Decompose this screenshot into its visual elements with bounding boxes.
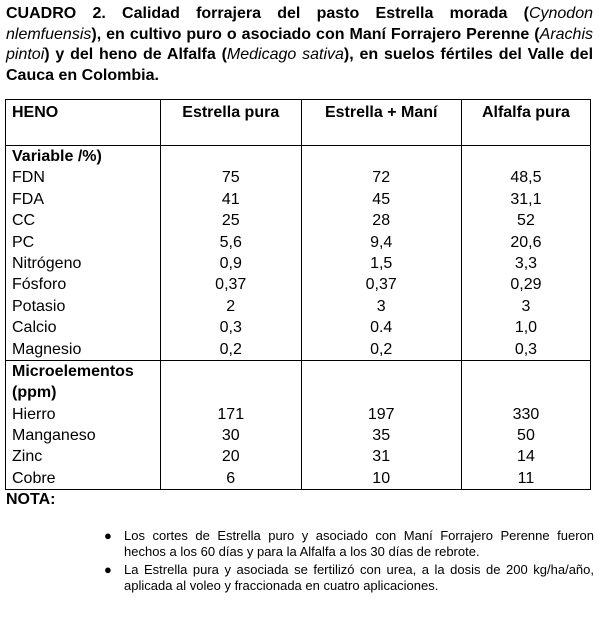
section-label: Variable /%)	[12, 148, 102, 165]
table-section-microelements	[6, 360, 591, 489]
table-cell: 0,3	[514, 340, 538, 358]
table-cell: 0,2	[219, 340, 242, 358]
table-caption: CUADRO 2. Calidad forrajera del pasto Estrella morada (Cynodon nlemfuensis), en cultivo puro o asociado con Maní Forrajero Perenne (Arachis pintoi) y del heno de Alfalfa (Medicago sativa), en suelos fértiles del Valle del Cauca en Colombia.	[6, 5, 594, 84]
list-item: ● Los cortes de Estrella puro y asociado con Maní Forrajero Perenne fueron hechos a los 60 días y para la Alfalfa a los 30 días de rebrote.	[104, 528, 594, 559]
row-label: Hierro	[12, 405, 56, 423]
note-heading: NOTA:	[6, 491, 56, 508]
notes-list	[104, 528, 594, 596]
table-cell: 330	[512, 405, 540, 423]
row-label: Potasio	[12, 297, 66, 315]
list-item: ● La Estrella pura y asociada se fertilizó con urea, a la dosis de 200 kg/ha/año, aplicada al voleo y fraccionada en cuatro aplicaciones.	[104, 562, 594, 593]
row-label: Cobre	[12, 469, 56, 487]
forage-quality-table	[5, 99, 591, 490]
table-cell: 1,5	[370, 254, 393, 272]
table-cell: 3	[376, 297, 386, 315]
table-cell: 0.4	[370, 319, 393, 337]
values-estrella-pura	[161, 146, 302, 361]
table-cell: 31	[372, 448, 391, 466]
table-cell: 20	[221, 448, 240, 466]
table-cell: 25	[221, 212, 240, 230]
values-alfalfa-pura	[461, 146, 590, 361]
row-labels	[6, 146, 161, 361]
row-label: Zinc	[12, 448, 43, 466]
table-cell: 0,37	[365, 276, 397, 294]
row-label: Calcio	[12, 319, 57, 337]
table-cell: 75	[221, 169, 240, 187]
values-alfalfa-pura	[461, 360, 590, 489]
table-cell: 9,4	[370, 233, 393, 251]
table-cell: 11	[517, 469, 535, 487]
values-estrella-pura	[161, 360, 302, 489]
column-header: Alfalfa pura	[461, 100, 590, 146]
row-label: FDA	[12, 190, 44, 208]
table-cell: 30	[221, 427, 240, 445]
row-labels	[6, 360, 161, 489]
table-cell: 50	[517, 427, 535, 445]
table-cell: 10	[372, 469, 391, 487]
table-cell: 171	[217, 405, 245, 423]
table-cell: 31,1	[510, 190, 542, 208]
table-cell: 3	[521, 297, 531, 315]
species-name: Medicago sativa	[226, 46, 344, 63]
values-estrella-mani	[301, 360, 461, 489]
table-cell: 14	[517, 448, 535, 466]
table-cell: 5,6	[219, 233, 242, 251]
table-cell: 0,29	[510, 276, 542, 294]
column-header: HENO	[6, 100, 161, 146]
table-cell: 72	[372, 169, 391, 187]
row-label: Magnesio	[12, 340, 82, 358]
table-cell: 0,37	[215, 276, 247, 294]
table-cell: 197	[367, 405, 395, 423]
table-cell: 0,3	[219, 319, 242, 337]
row-label: CC	[12, 212, 36, 230]
row-label: PC	[12, 233, 35, 251]
table-cell: 48,5	[510, 169, 542, 187]
table-cell: 6	[226, 469, 236, 487]
table-section-variables	[6, 146, 591, 361]
table-cell: 1,0	[514, 319, 538, 337]
table-cell: 0,9	[219, 254, 242, 272]
section-label: Microelementos	[12, 362, 134, 380]
table-cell: 35	[372, 427, 391, 445]
row-label: Manganeso	[12, 427, 96, 445]
table-cell: 3,3	[514, 254, 538, 272]
row-label: Fósforo	[12, 276, 67, 294]
row-label: FDN	[12, 169, 45, 187]
section-label-unit: (ppm)	[12, 384, 57, 402]
column-header: Estrella pura	[161, 100, 302, 146]
table-cell: 41	[221, 190, 240, 208]
bullet-icon: ●	[104, 562, 112, 577]
table-cell: 28	[372, 212, 391, 230]
values-estrella-mani	[301, 146, 461, 361]
table-cell: 45	[372, 190, 391, 208]
table-header-row	[6, 100, 591, 146]
table-cell: 0,2	[370, 340, 393, 358]
table-cell: 2	[226, 297, 236, 315]
column-header: Estrella + Maní	[301, 100, 461, 146]
species-name: Cynodon nlemfuensis	[6, 5, 593, 43]
bullet-icon: ●	[104, 528, 112, 543]
row-label: Nitrógeno	[12, 254, 82, 272]
table-cell: 20,6	[510, 233, 542, 251]
species-name: Arachis pintoi	[6, 25, 593, 63]
table-cell: 52	[517, 212, 535, 230]
